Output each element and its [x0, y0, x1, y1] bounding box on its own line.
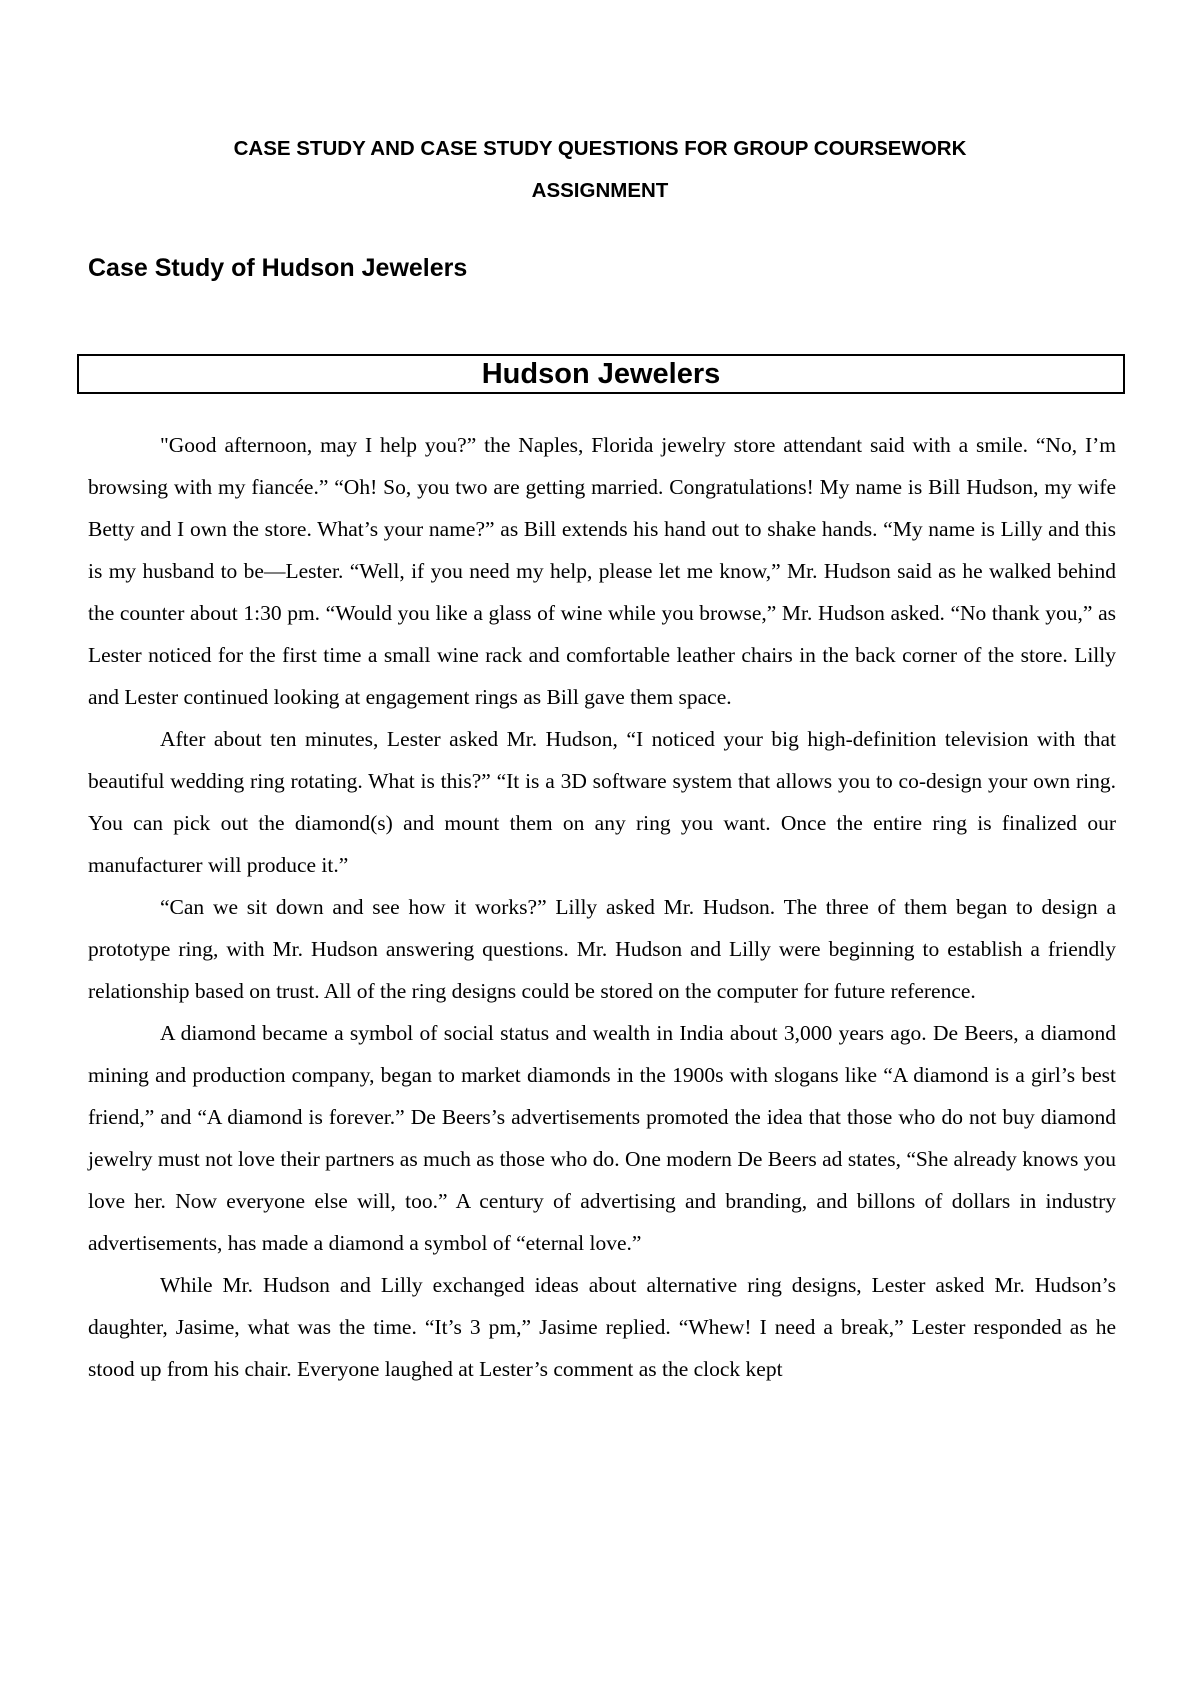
paragraph-3: “Can we sit down and see how it works?” Lilly asked Mr. Hudson. The three of them began to design a prototype ring, with Mr. Hudson answering questions. Mr. Hudson and Lilly were beginning to establish a friendly relationship based on trust. All of the ring designs could be stored on the computer for future reference. — [88, 895, 1116, 1003]
document-title-line-1: CASE STUDY AND CASE STUDY QUESTIONS FOR GROUP COURSEWORK — [233, 137, 967, 160]
case-study-body — [88, 424, 1116, 1390]
paragraph-4: A diamond became a symbol of social status and wealth in India about 3,000 years ago. De Beers, a diamond mining and production company, began to market diamonds in the 1900s with slogans like “A diamond is a girl’s best friend,” and “A diamond is forever.” De Beers’s advertisements promoted the idea that those who do not buy diamond jewelry must not love their partners as much as those who do. One modern De Beers ad states, “She already knows you love her. Now everyone else will, too.” A century of advertising and branding, and billons of dollars in industry advertisements, has made a diamond a symbol of “eternal love.” — [88, 1021, 1116, 1255]
paragraph-5: While Mr. Hudson and Lilly exchanged ideas about alternative ring designs, Lester asked Mr. Hudson’s daughter, Jasime, what was the time. “It’s 3 pm,” Jasime replied. “Whew! I need a break,” Lester responded as he stood up from his chair. Everyone laughed at Lester’s comment as the clock kept — [88, 1273, 1116, 1381]
document-title-line-2: ASSIGNMENT — [531, 179, 669, 202]
paragraph-1: "Good afternoon, may I help you?” the Naples, Florida jewelry store attendant said with a smile. “No, I’m browsing with my fiancée.” “Oh! So, you two are getting married. Congratulations! My name is Bill Hudson, my wife Betty and I own the store. What’s your name?” as Bill extends his hand out to shake hands. “My name is Lilly and this is my husband to be—Lester. “Well, if you need my help, please let me know,” Mr. Hudson said as he walked behind the counter about 1:30 pm. “Would you like a glass of wine while you browse,” Mr. Hudson asked. “No thank you,” as Lester noticed for the first time a small wine rack and comfortable leather chairs in the back corner of the store. Lilly and Lester continued looking at engagement rings as Bill gave them space. — [88, 433, 1116, 709]
boxed-case-title: Hudson Jewelers — [77, 354, 1125, 394]
paragraph-2: After about ten minutes, Lester asked Mr. Hudson, “I noticed your big high-definition television with that beautiful wedding ring rotating. What is this?” “It is a 3D software system that allows you to co-design your own ring. You can pick out the diamond(s) and mount them on any ring you want. Once the entire ring is finalized our manufacturer will produce it.” — [88, 727, 1116, 877]
document-title — [88, 128, 1112, 212]
section-heading: Case Study of Hudson Jewelers — [88, 254, 468, 282]
